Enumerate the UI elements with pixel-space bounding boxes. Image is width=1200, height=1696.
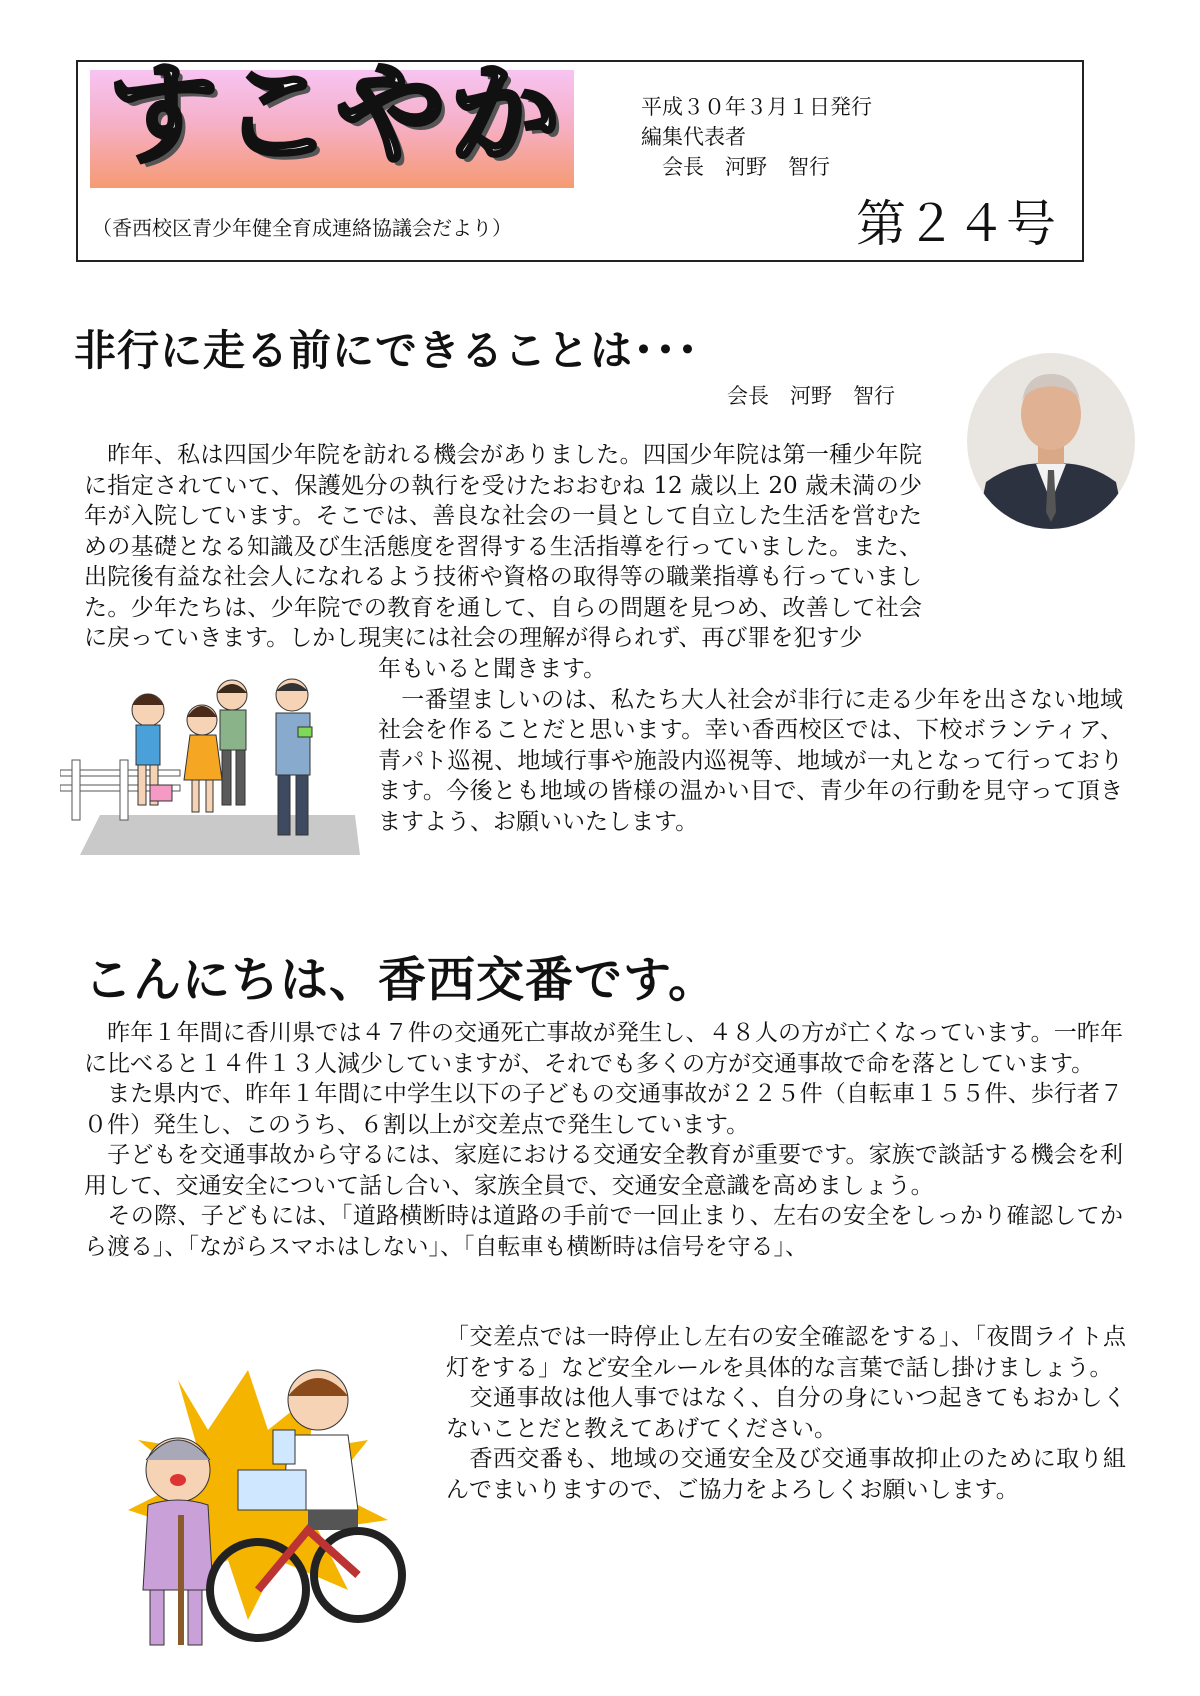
issue-info [641, 92, 872, 182]
editor-label: 編集代表者 [641, 125, 746, 149]
masthead [76, 51, 1084, 262]
article2-para1-text: 昨年１年間に香川県では４７件の交通死亡事故が発生し、４８人の方が亡くなっています。一昨年に比べると１４件１３人減少していますが、それでも多くの方が交通事故で命を落としています。 [84, 1020, 1123, 1077]
article2-para3-text: 子どもを交通事故から守るには、家庭における交通安全教育が重要です。家族で談話する機会を利用して、交通安全について話し合い、家族全員で、交通安全意識を高めましょう。 [84, 1142, 1123, 1199]
logo-text: すこやか [108, 51, 564, 179]
article1-paragraph2 [378, 654, 1123, 837]
newsletter-subtitle: （香西校区青少年健全育成連絡協議会だより） [92, 216, 512, 240]
editor-name: 会長 河野 智行 [641, 155, 830, 179]
issue-date: 平成３０年３月１日発行 [641, 95, 872, 119]
issue-number: 第２４号 [856, 195, 1056, 253]
chairman-photo [966, 352, 1136, 530]
article1-para1-end-text: 年もいると聞きます。 [378, 656, 607, 682]
article2-para2-text: また県内で、昨年１年間に中学生以下の子どもの交通事故が２２５件（自転車１５５件、歩行者７０件）発生し、このうち、６割以上が交差点で発生しています。 [84, 1081, 1123, 1138]
article1-byline: 会長 河野 智行 [727, 384, 895, 408]
school-children-illustration [60, 665, 360, 855]
bicycle-accident-illustration [118, 1360, 418, 1660]
article2-para4-text: その際、子どもには、「道路横断時は道路の手前で一回止まり、左右の安全をしっかり確認してから渡る」、「ながらスマホはしない」、「自転車も横断時は信号を守る」、 [84, 1203, 1123, 1260]
article2-para5-text: 交通事故は他人事ではなく、自分の身にいつ起きてもおかしくないことだと教えてあげてください。 [446, 1385, 1126, 1442]
article1-para1-text: 昨年、私は四国少年院を訪れる機会がありました。四国少年院は第一種少年院に指定されていて、保護処分の執行を受けたおおむね 12 歳以上 20 歳未満の少年が入院しています。そこでは、善良な社会の一員として自立した生活を営むための基礎となる知識及び生活態度を習得する生活指導を行っていました。また、出院後有益な社会人になれるよう技術や資格の取得等の職業指導も行っていました。少年たちは、少年院での教育を通して、自らの問題を見つめ、改善して社会に戻っていきます。しかし現実には社会の理解が得られず、再び罪を犯す少 [84, 442, 922, 651]
article2-body-bottom [446, 1322, 1126, 1505]
article2-para6-text: 香西交番も、地域の交通安全及び交通事故抑止のために取り組んでまいりますので、ご協力をよろしくお願いします。 [446, 1446, 1126, 1503]
article1-para2-text: 一番望ましいのは、私たち大人社会が非行に走る少年を出さない地域社会を作ることだと思います。幸い香西校区では、下校ボランティア、青パト巡視、地域行事や施設内巡視等、地域が一丸となって行っております。今後とも地域の皆様の温かい目で、青少年の行動を見守って頂きますよう、お願いいたします。 [378, 686, 1124, 835]
article2-title: こんにちは、香西交番です。 [84, 952, 718, 1008]
article2-body-top [84, 1018, 1123, 1262]
article2-para4-cont-text: 「交差点では一時停止し左右の安全確認をする」、「夜間ライト点灯をする」など安全ルールを具体的な言葉で話し掛けましょう。 [446, 1324, 1126, 1381]
newsletter-logo [90, 51, 574, 188]
article1-paragraph1 [84, 440, 922, 654]
article1-title: 非行に走る前にできることは･･･ [74, 326, 700, 375]
